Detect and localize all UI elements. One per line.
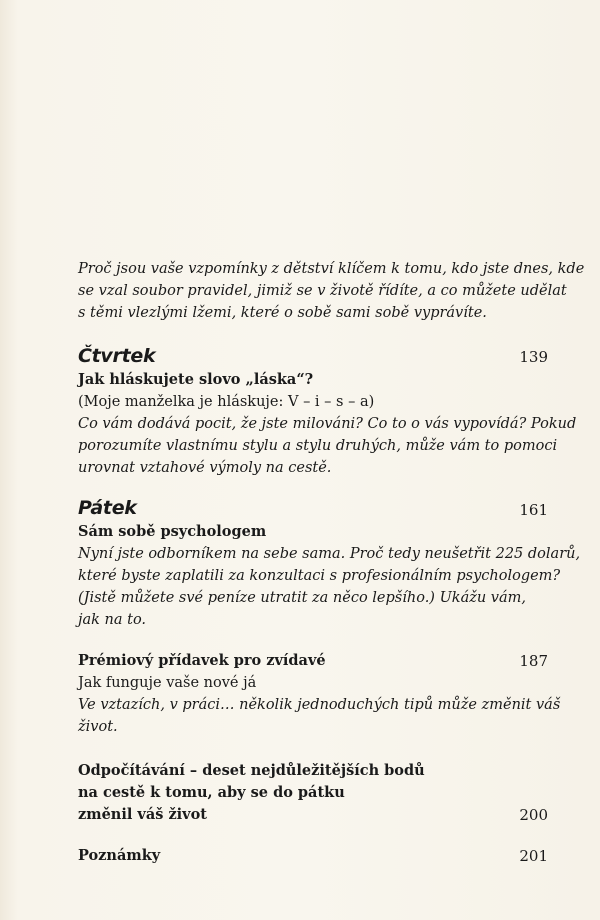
toc-entry-ctvrtek <box>78 343 578 479</box>
chapter-subtitle: Jak funguje vaše nové já <box>78 675 257 691</box>
chapter-title-line: změnil váš život <box>78 806 207 823</box>
chapter-title-line: Odpočítávání – deset nejdůležitějších bodů <box>78 762 425 779</box>
chapter-description-line: Co vám dodává pocit, že jste milováni? Co to o vás vypovídá? Pokud <box>78 416 577 432</box>
page-number: 139 <box>519 348 548 366</box>
page-number: 201 <box>519 847 548 865</box>
chapter-title: Prémiový přídavek pro zvídavé <box>78 652 326 669</box>
chapter-description-line: Ve vztazích, v práci… několik jednoduchých tipů může změnit váš <box>78 697 561 713</box>
chapter-title: Poznámky <box>78 847 161 864</box>
chapter-title-line: na cestě k tomu, aby se do pátku <box>78 784 345 801</box>
chapter-title: Sám sobě psychologem <box>78 523 267 540</box>
chapter-title: Jak hláskujete slovo „láska“? <box>78 371 314 388</box>
chapter-subtitle: (Moje manželka je hláskuje: V – i – s – a) <box>78 394 375 410</box>
chapter-description-line: které byste zaplatili za konzultaci s profesionálním psychologem? <box>78 568 561 584</box>
page-number: 200 <box>519 806 548 824</box>
chapter-description-line: jak na to. <box>78 612 147 628</box>
chapter-description-line: porozumíte vlastnímu stylu a stylu druhých, může vám to pomoci <box>78 438 558 454</box>
day-heading-patek: Pátek <box>78 497 137 519</box>
toc-entry-bonus <box>78 650 578 738</box>
intro-paragraph <box>78 258 585 324</box>
toc-entry-notes <box>78 845 578 867</box>
intro-line: Proč jsou vaše vzpomínky z dětství klíčem k tomu, kdo jste dnes, kde <box>78 261 585 277</box>
chapter-description-line: (Jistě můžete své peníze utratit za něco lepšího.) Ukážu vám, <box>78 590 526 606</box>
page-number: 187 <box>519 652 548 670</box>
page-number: 161 <box>519 501 548 519</box>
chapter-description-line: urovnat vztahové výmoly na cestě. <box>78 460 332 476</box>
intro-line: s těmi vlezlými lžemi, které o sobě sami sobě vyprávíte. <box>78 305 487 321</box>
chapter-description-line: Nyní jste odborníkem na sebe sama. Proč tedy neušetřit 225 dolarů, <box>78 546 581 562</box>
toc-entry-patek <box>78 495 581 631</box>
intro-line: se vzal soubor pravidel, jimiž se v životě řídíte, a co můžete udělat <box>78 283 567 299</box>
chapter-description-line: život. <box>78 719 118 735</box>
day-heading-ctvrtek: Čtvrtek <box>78 345 156 367</box>
toc-entry-countdown <box>78 760 578 826</box>
